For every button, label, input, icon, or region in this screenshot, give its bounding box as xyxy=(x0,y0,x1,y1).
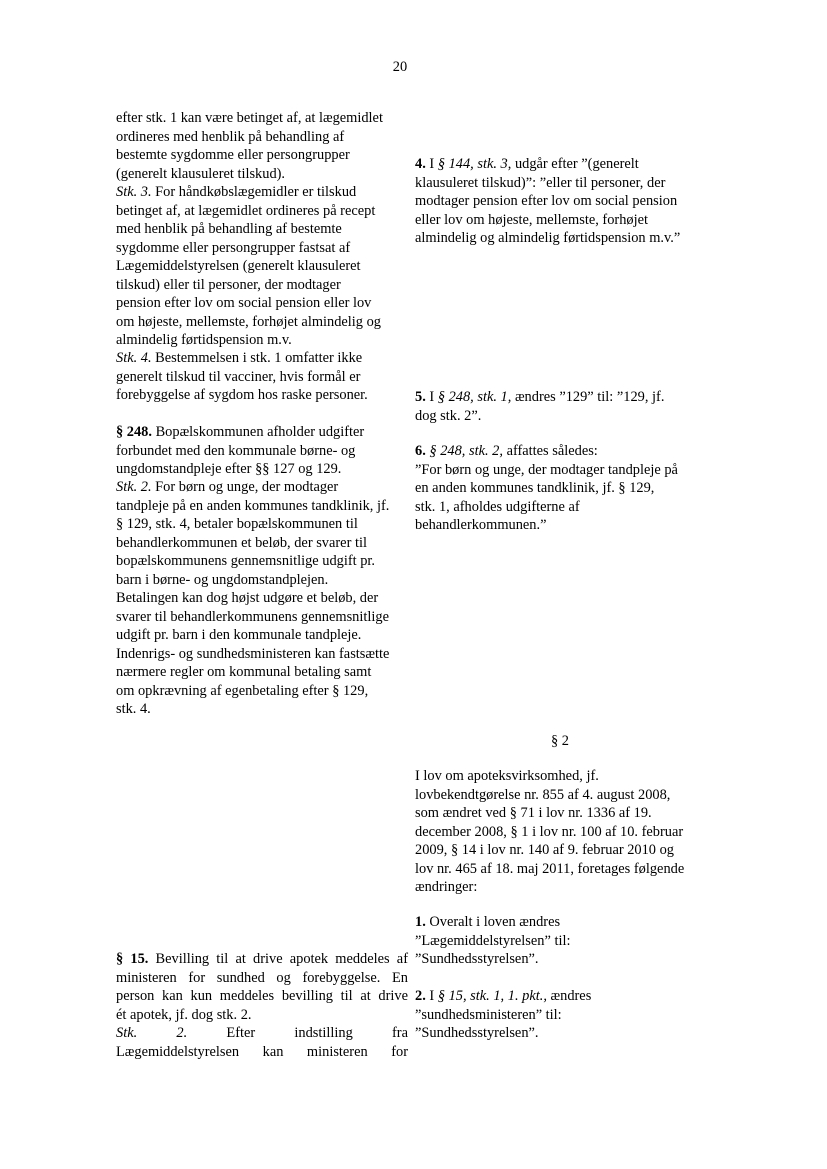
law-reference: § 144, stk. 3 xyxy=(437,156,508,172)
text-line: svarer til behandlerkommunens gennemsnitlige xyxy=(116,608,389,625)
text-line: ordineres med henblik på behandling af xyxy=(116,128,345,145)
text-line: person kan kun meddeles bevilling til at drive xyxy=(116,988,408,1004)
text-line: ministeren for sundhed og forebyggelse. En xyxy=(116,969,408,986)
text-line xyxy=(415,388,707,407)
text-line: 2009, § 14 i lov nr. 140 af 9. februar 2010 og xyxy=(415,842,674,858)
stk-label: Stk. 3. xyxy=(116,184,152,200)
stk-label: Stk. 2. xyxy=(116,479,152,495)
text-line: ét apotek, jf. dog stk. 2. xyxy=(116,1006,252,1023)
amendment-6 xyxy=(415,442,707,535)
text-line: Lægemiddelstyrelsen kan ministeren for xyxy=(116,1043,408,1060)
amendment-number: 1. xyxy=(415,914,426,930)
section-heading: § 15. xyxy=(116,951,149,967)
text-line: modtager pension efter lov om social pension xyxy=(415,193,678,209)
text-line: stk. 1, afholdes udgifterne af xyxy=(415,498,580,515)
text-segment: For børn og unge, der modtager xyxy=(151,479,339,495)
amendment-5 xyxy=(415,388,707,425)
text-line: betinget af, at lægemidlet ordineres på recept xyxy=(116,202,376,219)
text-line: ”sundhedsministeren” til: xyxy=(415,1006,562,1023)
text-line: ”Lægemiddelstyrelsen” til: xyxy=(415,932,571,949)
text-line xyxy=(415,913,707,932)
text-line: sygdomme eller persongrupper fastsat af xyxy=(116,239,351,256)
text-line: almindelig førtidspension m.v. xyxy=(116,332,292,348)
text-segment: Bestemmelsen i stk. 1 omfatter ikke xyxy=(151,350,363,366)
text-line: lov nr. 465 af 18. maj 2011, foretages følgende xyxy=(415,860,685,877)
current-section-248-stk2 xyxy=(116,478,408,719)
text-line: bestemte sygdomme eller persongrupper xyxy=(116,147,350,163)
text-line: klausuleret tilskud)”: ”eller til personer, der xyxy=(415,174,666,191)
text-segment: I xyxy=(425,988,438,1004)
current-section-144-stk4 xyxy=(116,349,408,405)
text-segment: Bopælskommunen afholder udgifter xyxy=(151,424,365,440)
text-line xyxy=(116,950,408,969)
stk-label: Stk. 2. xyxy=(116,1025,188,1041)
text-line: I lov om apoteksvirksomhed, jf. xyxy=(415,768,599,784)
amendment-4 xyxy=(415,155,707,248)
text-line xyxy=(116,183,408,202)
text-line: nærmere regler om kommunal betaling samt xyxy=(116,664,372,680)
text-line: Lægemiddelstyrelsen (generelt klausuleret xyxy=(116,258,361,274)
text-line: om opkrævning af egenbetaling efter § 129, xyxy=(116,682,369,699)
text-line xyxy=(116,349,408,368)
text-line: om højeste, mellemste, forhøjet almindelig og xyxy=(116,313,381,330)
text-line xyxy=(415,155,707,174)
text-line: en anden kommunes tandklinik, jf. § 129, xyxy=(415,480,655,496)
text-line: ”Sundhedsstyrelsen”. xyxy=(415,1025,539,1041)
text-line: ”Sundhedsstyrelsen”. xyxy=(415,951,539,967)
law-reference: § 248, stk. 1, xyxy=(437,389,512,405)
text-line: ”For børn og unge, der modtager tandpleje på xyxy=(415,461,678,478)
text-line: pension efter lov om social pension eller lov xyxy=(116,295,372,311)
text-line: Betalingen kan dog højst udgøre et beløb, der xyxy=(116,590,379,606)
text-segment: I xyxy=(425,389,438,405)
amendment-number: 4. xyxy=(415,156,426,172)
text-line: forebyggelse af sygdom hos raske personer. xyxy=(116,387,368,403)
law-reference: § 248, stk. 2, xyxy=(429,443,503,459)
text-line: bopælskommunens gennemsnitlige udgift pr. xyxy=(116,553,376,569)
text-line xyxy=(116,1024,408,1043)
current-section-15-stk2 xyxy=(116,1024,408,1061)
amendment-number: 2. xyxy=(415,988,426,1004)
text-line: § 129, stk. 4, betaler bopælskommunen til xyxy=(116,516,358,532)
text-line: lovbekendtgørelse nr. 855 af 4. august 2008, xyxy=(415,786,671,803)
text-line: behandlerkommunen.” xyxy=(415,517,547,533)
text-line: dog stk. 2”. xyxy=(415,407,482,424)
text-line: eller lov om højeste, mellemste, forhøjet xyxy=(415,211,648,228)
text-segment: For håndkøbslægemidler er tilskud xyxy=(151,184,357,200)
text-segment: I xyxy=(425,156,438,172)
text-line: udgift pr. barn i den kommunale tandpleje. xyxy=(116,627,362,643)
text-segment: , udgår efter ”(generelt xyxy=(507,156,639,172)
current-section-144-continuation xyxy=(116,109,408,183)
text-segment: Efter indstilling fra xyxy=(187,1025,408,1041)
text-line xyxy=(415,987,707,1006)
text-line: tilskud) eller til personer, der modtager xyxy=(116,276,341,293)
section-heading: § 248. xyxy=(116,424,152,440)
section-2-intro xyxy=(415,767,707,897)
text-line: forbundet med den kommunale børne- og xyxy=(116,442,356,459)
text-line: behandlerkommunen et beløb, der svarer til xyxy=(116,534,367,551)
text-line: som ændret ved § 71 i lov nr. 1336 af 19. xyxy=(415,805,652,821)
stk-label: Stk. 4. xyxy=(116,350,152,366)
text-line: barn i børne- og ungdomstandplejen. xyxy=(116,571,329,588)
text-line: stk. 4. xyxy=(116,701,151,717)
text-segment: affattes således: xyxy=(502,443,598,459)
law-reference: § 15, stk. 1, 1. pkt., xyxy=(437,988,547,1004)
text-segment: Overalt i loven ændres xyxy=(425,914,561,930)
current-section-248 xyxy=(116,423,408,479)
amendment-number: 5. xyxy=(415,389,426,405)
text-line xyxy=(415,442,707,461)
text-line: almindelig og almindelig førtidspension m.v.” xyxy=(415,230,681,246)
text-segment: ændres ”129” til: ”129, jf. xyxy=(511,389,665,405)
section-2-heading: § 2 xyxy=(551,733,569,749)
text-line: med henblik på behandling af bestemte xyxy=(116,221,342,237)
text-line: generelt tilskud til vacciner, hvis formål er xyxy=(116,368,361,385)
text-line: (generelt klausuleret tilskud). xyxy=(116,165,286,182)
text-line: efter stk. 1 kan være betinget af, at lægemidlet xyxy=(116,110,383,126)
text-segment: Bevilling til at drive apotek meddeles af xyxy=(148,951,408,967)
text-line: ændringer: xyxy=(415,879,478,895)
current-section-144-stk3 xyxy=(116,183,408,350)
amendment-1 xyxy=(415,913,707,969)
page-number: 20 xyxy=(392,59,408,75)
text-segment: ændres xyxy=(546,988,592,1004)
text-line: tandpleje på en anden kommunes tandklinik, jf. xyxy=(116,497,390,514)
text-line: december 2008, § 1 i lov nr. 100 af 10. februar xyxy=(415,823,684,840)
text-line xyxy=(116,478,408,497)
text-line xyxy=(116,423,408,442)
amendment-number: 6. xyxy=(415,443,426,459)
text-line: Indenrigs- og sundhedsministeren kan fastsætte xyxy=(116,645,390,662)
amendment-2 xyxy=(415,987,707,1043)
text-line: ungdomstandpleje efter §§ 127 og 129. xyxy=(116,461,342,477)
current-section-15 xyxy=(116,950,408,1024)
